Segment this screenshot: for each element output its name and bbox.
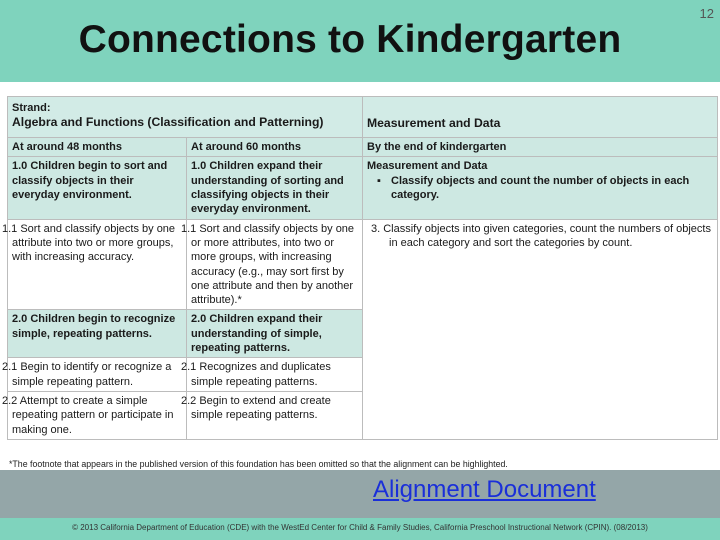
- kinder-domain-cell: [363, 97, 718, 138]
- foundation-1-48: 1.0 Children begin to sort and classify objects in their everyday environment.: [8, 157, 187, 219]
- slide-title: Connections to Kindergarten: [78, 18, 622, 61]
- strand-name: Algebra and Functions (Classification and Patterning): [12, 115, 324, 130]
- foundation-2-48: 2.0 Children begin to recognize simple, repeating patterns.: [8, 310, 187, 358]
- kinder-domain: Measurement and Data: [367, 116, 501, 131]
- foundation-1-1-row: [8, 219, 718, 310]
- square-bullet-icon: ▪: [377, 174, 381, 187]
- strand-label: Strand:: [12, 102, 51, 114]
- strand-cell: [8, 97, 363, 138]
- kinder-domain-2: Measurement and Data: [367, 160, 488, 173]
- kinder-bullet-item: [367, 174, 713, 203]
- table-footnote: *The footnote that appears in the published version of this foundation has been omitted so that the alignment can be highlighted.: [9, 459, 508, 469]
- foundation-1-row: [8, 157, 718, 219]
- footer-band: [0, 470, 720, 518]
- col1-header: At around 48 months: [8, 138, 187, 157]
- copyright-notice: © 2013 California Department of Education (CDE) with the WestEd Center for Child & Family Studies, California Preschool Instructional Network (CPIN). (08/2013): [72, 523, 648, 532]
- foundation-2-60: 2.0 Children expand their understanding of simple, repeating patterns.: [187, 310, 363, 358]
- foundations-alignment-table: [2, 96, 718, 440]
- kinder-standard-3: 3. Classify objects into given categories, count the numbers of objects in each category and sort the categories by count.: [363, 219, 718, 439]
- col2-header: At around 60 months: [187, 138, 363, 157]
- age-header-row: [8, 138, 718, 157]
- page-number: 12: [699, 6, 714, 21]
- foundation-1-1-48: 1.1 Sort and classify objects by one attribute into two or more groups, with increasing accuracy.: [8, 219, 187, 310]
- foundation-1-60: 1.0 Children expand their understanding of sorting and classifying objects in their everyday environment.: [187, 157, 363, 219]
- foundation-2-2-48: 2.2 Attempt to create a simple repeating pattern or participate in making one.: [8, 391, 187, 439]
- foundation-2-2-60: 2.2 Begin to extend and create simple repeating patterns.: [187, 391, 363, 439]
- kinder-bullet-text: Classify objects and count the number of objects in each category.: [391, 174, 690, 202]
- foundation-2-1-60: 2.1 Recognizes and duplicates simple repeating patterns.: [187, 358, 363, 392]
- strand-row: [8, 97, 718, 138]
- alignment-document-link[interactable]: Alignment Document: [373, 476, 596, 503]
- foundation-2-1-48: 2.1 Begin to identify or recognize a simple repeating pattern.: [8, 358, 187, 392]
- col3-header: By the end of kindergarten: [363, 138, 718, 157]
- foundation-1-1-60: 1.1 Sort and classify objects by one or more attributes, into two or more groups, with increasing accuracy (e.g., may sort first by one attribute and then by another attribute).*: [187, 219, 363, 310]
- kinder-standard-cell: [363, 157, 718, 219]
